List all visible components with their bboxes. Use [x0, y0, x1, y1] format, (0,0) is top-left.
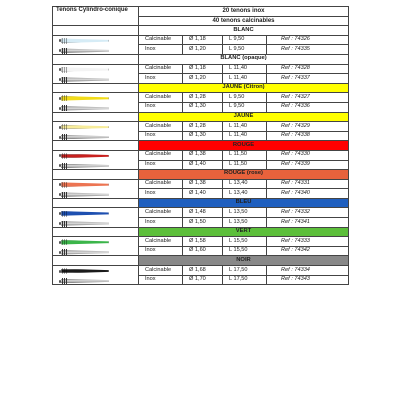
header-line-2: 40 tenons calcinables: [139, 16, 349, 26]
color-band-row: [53, 83, 349, 93]
material-cell: Calcinable: [139, 179, 183, 189]
table-title: Tenons Cylindro-conique: [53, 7, 139, 26]
diameter-cell: Ø 1,18: [183, 64, 223, 74]
material-cell: Inox: [139, 160, 183, 170]
header-line-1: 20 tenons inox: [139, 7, 349, 17]
length-cell: L 13,50: [223, 208, 267, 218]
calcinable-pin-icon: [59, 182, 138, 188]
material-cell: Calcinable: [139, 208, 183, 218]
diameter-cell: Ø 1,68: [183, 266, 223, 276]
color-band-label: NOIR: [139, 256, 349, 266]
length-cell: L 11,50: [223, 160, 267, 170]
reference-cell: Ref : 74342: [267, 246, 349, 256]
reference-cell: Ref : 74327: [267, 93, 349, 103]
material-cell: Calcinable: [139, 237, 183, 247]
band-spacer: [53, 112, 139, 122]
product-row: [53, 122, 349, 132]
diameter-cell: Ø 1,28: [183, 93, 223, 103]
material-cell: Inox: [139, 131, 183, 141]
material-cell: Inox: [139, 189, 183, 199]
reference-cell: Ref : 74333: [267, 237, 349, 247]
length-cell: L 11,50: [223, 150, 267, 160]
length-cell: L 11,40: [223, 74, 267, 84]
diameter-cell: Ø 1,70: [183, 275, 223, 285]
material-cell: Calcinable: [139, 266, 183, 276]
product-row: [53, 150, 349, 160]
band-spacer: [53, 83, 139, 93]
reference-cell: Ref : 74341: [267, 218, 349, 228]
steel-pin-icon: [59, 134, 138, 140]
length-cell: L 9,50: [223, 35, 267, 45]
reference-cell: Ref : 74338: [267, 131, 349, 141]
reference-cell: Ref : 74343: [267, 275, 349, 285]
material-cell: Calcinable: [139, 35, 183, 45]
color-band-label: BLEU: [139, 198, 349, 208]
reference-cell: Ref : 74332: [267, 208, 349, 218]
length-cell: L 11,40: [223, 64, 267, 74]
pin-image-cell: [53, 122, 139, 141]
color-band-row: [53, 256, 349, 266]
product-row: [53, 35, 349, 45]
diameter-cell: Ø 1,28: [183, 122, 223, 132]
steel-pin-icon: [59, 249, 138, 255]
diameter-cell: Ø 1,48: [183, 208, 223, 218]
material-cell: Calcinable: [139, 93, 183, 103]
band-spacer: [53, 256, 139, 266]
steel-pin-icon: [59, 221, 138, 227]
pin-image-cell: [53, 266, 139, 285]
color-band-label: BLANC: [139, 26, 349, 36]
length-cell: L 11,40: [223, 122, 267, 132]
band-spacer: [53, 170, 139, 180]
diameter-cell: Ø 1,20: [183, 45, 223, 55]
color-band-label: JAUNE (Citron): [139, 83, 349, 93]
length-cell: L 13,40: [223, 179, 267, 189]
diameter-cell: Ø 1,50: [183, 218, 223, 228]
calcinable-pin-icon: [59, 153, 138, 159]
length-cell: L 13,40: [223, 189, 267, 199]
material-cell: Inox: [139, 74, 183, 84]
length-cell: L 9,50: [223, 102, 267, 112]
pin-image-cell: [53, 64, 139, 83]
diameter-cell: Ø 1,40: [183, 189, 223, 199]
material-cell: Inox: [139, 275, 183, 285]
reference-cell: Ref : 74328: [267, 64, 349, 74]
steel-pin-icon: [59, 163, 138, 169]
product-row: [53, 266, 349, 276]
band-spacer: [53, 54, 139, 64]
reference-cell: Ref : 74337: [267, 74, 349, 84]
calcinable-pin-icon: [59, 124, 138, 130]
band-spacer: [53, 141, 139, 151]
color-band-row: [53, 112, 349, 122]
steel-pin-icon: [59, 48, 138, 54]
material-cell: Inox: [139, 218, 183, 228]
reference-cell: Ref : 74334: [267, 266, 349, 276]
product-row: [53, 208, 349, 218]
diameter-cell: Ø 1,38: [183, 150, 223, 160]
color-band-label: JAUNE: [139, 112, 349, 122]
length-cell: L 17,50: [223, 275, 267, 285]
table-body: [53, 7, 349, 285]
material-cell: Inox: [139, 45, 183, 55]
length-cell: L 9,50: [223, 45, 267, 55]
pin-image-cell: [53, 208, 139, 227]
calcinable-pin-icon: [59, 38, 138, 44]
length-cell: L 15,50: [223, 246, 267, 256]
reference-cell: Ref : 74336: [267, 102, 349, 112]
pin-image-cell: [53, 35, 139, 54]
diameter-cell: Ø 1,60: [183, 246, 223, 256]
color-band-row: [53, 26, 349, 36]
product-row: [53, 179, 349, 189]
band-spacer: [53, 227, 139, 237]
diameter-cell: Ø 1,18: [183, 35, 223, 45]
steel-pin-icon: [59, 278, 138, 284]
diameter-cell: Ø 1,40: [183, 160, 223, 170]
color-band-row: [53, 54, 349, 64]
length-cell: L 11,40: [223, 131, 267, 141]
calcinable-pin-icon: [59, 239, 138, 245]
material-cell: Inox: [139, 246, 183, 256]
color-band-label: VERT: [139, 227, 349, 237]
color-band-row: [53, 227, 349, 237]
calcinable-pin-icon: [59, 268, 138, 274]
diameter-cell: Ø 1,38: [183, 179, 223, 189]
material-cell: Calcinable: [139, 64, 183, 74]
color-band-row: [53, 170, 349, 180]
calcinable-pin-icon: [59, 211, 138, 217]
length-cell: L 9,50: [223, 93, 267, 103]
band-spacer: [53, 26, 139, 36]
pin-image-cell: [53, 93, 139, 112]
color-band-row: [53, 198, 349, 208]
reference-cell: Ref : 74340: [267, 189, 349, 199]
material-cell: Calcinable: [139, 150, 183, 160]
pin-image-cell: [53, 237, 139, 256]
steel-pin-icon: [59, 77, 138, 83]
length-cell: L 13,50: [223, 218, 267, 228]
product-row: [53, 93, 349, 103]
reference-cell: Ref : 74330: [267, 150, 349, 160]
length-cell: L 15,50: [223, 237, 267, 247]
reference-cell: Ref : 74335: [267, 45, 349, 55]
material-cell: Calcinable: [139, 122, 183, 132]
material-cell: Inox: [139, 102, 183, 112]
color-band-label: ROUGE: [139, 141, 349, 151]
calcinable-pin-icon: [59, 95, 138, 101]
pin-image-cell: [53, 179, 139, 198]
reference-cell: Ref : 74329: [267, 122, 349, 132]
steel-pin-icon: [59, 192, 138, 198]
calcinable-pin-icon: [59, 67, 138, 73]
pin-image-cell: [53, 150, 139, 169]
diameter-cell: Ø 1,30: [183, 131, 223, 141]
color-band-label: BLANC (opaque): [139, 54, 349, 64]
reference-cell: Ref : 74326: [267, 35, 349, 45]
product-row: [53, 64, 349, 74]
tenons-table: [52, 6, 349, 285]
product-row: [53, 237, 349, 247]
length-cell: L 17,50: [223, 266, 267, 276]
color-band-label: ROUGE (rose): [139, 170, 349, 180]
diameter-cell: Ø 1,30: [183, 102, 223, 112]
band-spacer: [53, 198, 139, 208]
diameter-cell: Ø 1,58: [183, 237, 223, 247]
header-row-1: [53, 7, 349, 17]
diameter-cell: Ø 1,20: [183, 74, 223, 84]
reference-cell: Ref : 74339: [267, 160, 349, 170]
steel-pin-icon: [59, 105, 138, 111]
reference-cell: Ref : 74331: [267, 179, 349, 189]
color-band-row: [53, 141, 349, 151]
spec-sheet: [52, 6, 348, 394]
